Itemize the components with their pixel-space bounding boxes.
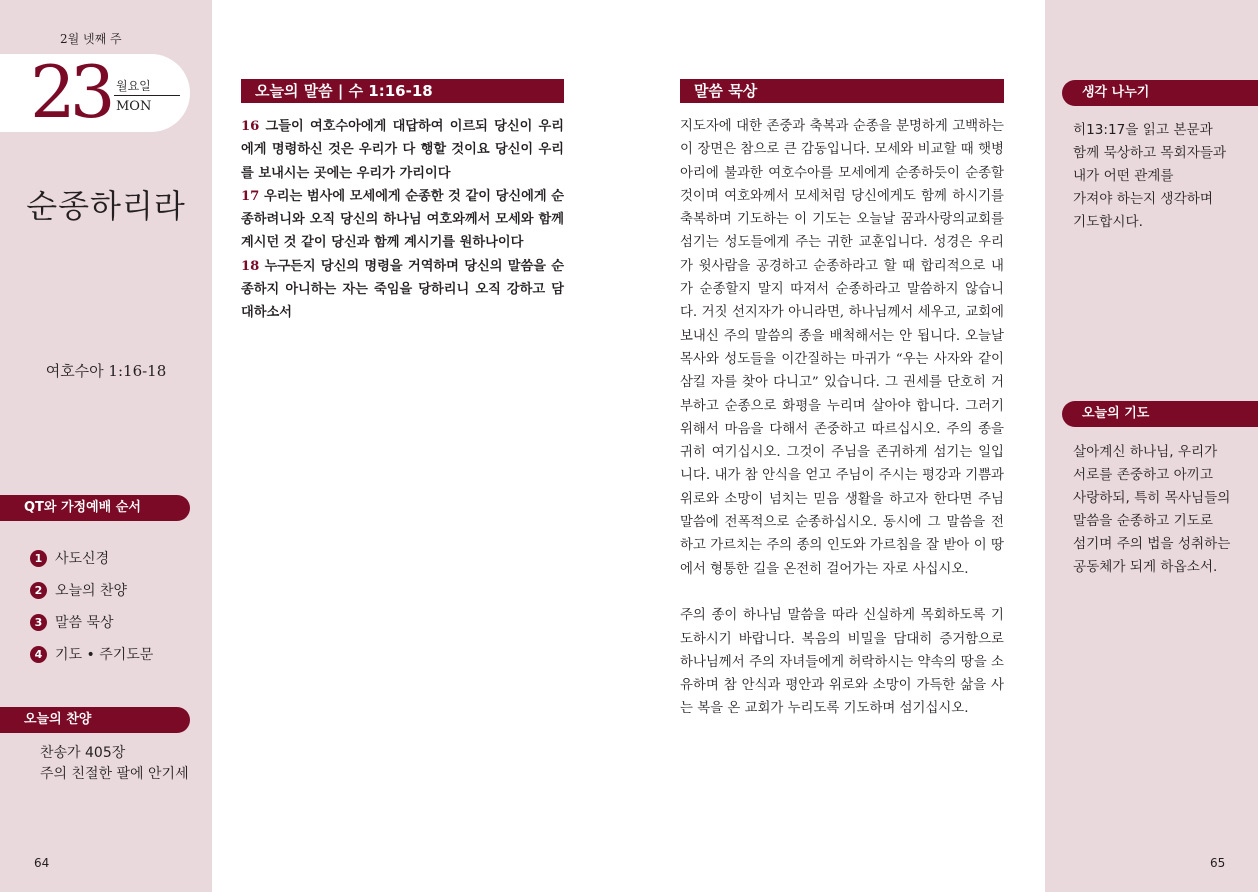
step-label: 말씀 묵상 bbox=[55, 615, 114, 631]
meditation-paragraph: 지도자에 대한 존중과 축복과 순종을 분명하게 고백하는 이 장면은 참으로 큰 감동입니다. 모세와 비교할 때 햇병아리에 불과한 여호수아를 모세에게 순종하듯이 순종할 것이며 여호와께서 모세처럼 당신에게도 함께 하시기를 축복하며 기도하는 이 기도는 오늘날 꿈과사랑의교회를 섬기는 성도들에게 주는 귀한 교훈입니다. 성경은 우리가 윗사람을 공경하고 순종하라고 할 때 합리적으로 내가 순종할지 말지 따져서 순종하라고 말씀하지 않습니다. 거짓 선지자가 아니라면, 하나님께서 세우고, 교회에 보내신 주의 말씀의 종을 배척해서는 안 됩니다. 오늘날 목사와 성도들을 이간질하는 마귀가 “우는 사자와 같이 삼킬 자를 찾아 다니고” 있습니다. 그 권세를 단호히 거부하고 순종으로 화평을 누리며 살아야 합니다. 그러기 위해서 마음을 다해서 존중하고 따르십시오. 주의 종을 귀히 여기십시오. 그것이 주님을 존귀하게 섬기는 일입니다. 내가 참 안식을 얻고 주님이 주시는 평강과 기쁨과 위로와 소망이 넘치는 믿음 생활을 하고자 한다면 주님 말씀에 전폭적으로 순종하십시오. 동시에 그 말씀을 전하고 가르치는 주의 종의 인도와 가르침을 잘 받아 이 땅에서 형통한 길을 온전히 걸어가는 자로 사십시오. bbox=[680, 119, 1004, 577]
list-item bbox=[30, 638, 153, 670]
meditation-text bbox=[680, 115, 1004, 721]
qt-order-heading: QT와 가정예배 순서 bbox=[0, 495, 190, 521]
hymn-title: 주의 친절한 팔에 안기세 bbox=[40, 766, 189, 782]
step-number-badge: 2 bbox=[30, 582, 47, 599]
page-number-right: 65 bbox=[1210, 856, 1226, 870]
scripture-text bbox=[241, 115, 564, 325]
prayer-heading: 오늘의 기도 bbox=[1062, 401, 1258, 427]
prayer-line: 서로를 존중하고 아끼고 bbox=[1073, 467, 1213, 483]
list-item bbox=[30, 542, 153, 574]
sharing-line: 기도합시다. bbox=[1073, 214, 1143, 230]
sharing-line: 가져야 하는지 생각하며 bbox=[1073, 191, 1213, 207]
hymn-number: 찬송가 405장 bbox=[40, 745, 126, 761]
step-label: 사도신경 bbox=[55, 551, 110, 567]
step-number-badge: 3 bbox=[30, 614, 47, 631]
weekday-divider bbox=[114, 95, 180, 96]
verse-text: 그들이 여호수아에게 대답하여 이르되 당신이 우리에게 명령하신 것은 우리가 다 행할 것이요 당신이 우리를 보내시는 곳에는 우리가 가리이다 bbox=[241, 119, 564, 181]
scripture-heading: 오늘의 말씀 | 수 1:16-18 bbox=[241, 79, 564, 103]
day-number: 23 bbox=[30, 50, 110, 134]
sharing-heading: 생각 나누기 bbox=[1062, 80, 1258, 106]
prayer-line: 살아계신 하나님, 우리가 bbox=[1073, 444, 1218, 460]
verse-number: 18 bbox=[241, 258, 260, 274]
page-title: 순종하리라 bbox=[26, 187, 186, 225]
weekday-english: MON bbox=[116, 99, 152, 114]
verse-number: 16 bbox=[241, 119, 260, 134]
verse-text: 누구든지 당신의 명령을 거역하며 당신의 말씀을 순종하지 아니하는 자는 죽임을 당하리니 오직 강하고 담대하소서 bbox=[241, 258, 564, 321]
step-number-badge: 4 bbox=[30, 646, 47, 663]
step-number-badge: 1 bbox=[30, 550, 47, 567]
prayer-line: 공동체가 되게 하옵소서. bbox=[1073, 559, 1218, 575]
list-item bbox=[30, 574, 153, 606]
verse-text: 우리는 범사에 모세에게 순종한 것 같이 당신에게 순종하려니와 오직 당신의 하나님 여호와께서 모세와 함께 계시던 것 같이 당신과 함께 계시기를 원하나이다 bbox=[241, 188, 564, 251]
page-number-left: 64 bbox=[34, 856, 50, 870]
prayer-line: 말씀을 순종하고 기도로 bbox=[1073, 513, 1213, 529]
prayer-text bbox=[1073, 441, 1243, 579]
sharing-line: 함께 묵상하고 목회자들과 bbox=[1073, 145, 1227, 161]
qt-order-list bbox=[30, 542, 153, 670]
sharing-line: 히13:17을 읽고 본문과 bbox=[1073, 122, 1213, 138]
list-item bbox=[30, 606, 153, 638]
prayer-line: 사랑하되, 특히 목사님들의 bbox=[1073, 490, 1231, 506]
verse-number: 17 bbox=[241, 188, 260, 204]
weekday-korean: 월요일 bbox=[116, 79, 151, 93]
hymn-info bbox=[40, 743, 189, 785]
meditation-paragraph: 주의 종이 하나님 말씀을 따라 신실하게 목회하도록 기도하시기 바랍니다. 복음의 비밀을 담대히 증거함으로 하나님께서 주의 자녀들에게 허락하시는 약속의 땅을 소유하며 참 안식과 평안과 위로와 소망이 가득한 삶을 사는 복을 온 교회가 누리도록 기도하며 섬기십시오. bbox=[680, 608, 1004, 717]
meditation-heading: 말씀 묵상 bbox=[680, 79, 1004, 103]
sharing-text bbox=[1073, 119, 1243, 234]
step-label: 오늘의 찬양 bbox=[55, 583, 128, 599]
week-label: 2월 넷째 주 bbox=[60, 32, 122, 46]
scripture-reference: 여호수아 1:16-18 bbox=[45, 362, 167, 380]
hymn-heading: 오늘의 찬양 bbox=[0, 707, 190, 733]
prayer-line: 섬기며 주의 법을 성취하는 bbox=[1073, 536, 1231, 552]
step-label: 기도 • 주기도문 bbox=[55, 647, 154, 663]
sharing-line: 내가 어떤 관계를 bbox=[1073, 168, 1174, 184]
